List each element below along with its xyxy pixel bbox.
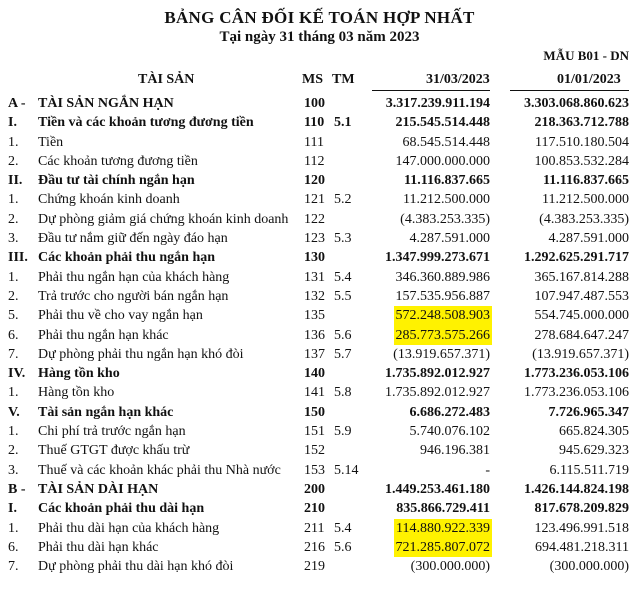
row-label: Tài sản ngắn hạn khác — [38, 404, 174, 420]
row-label: Đầu tư nắm giữ đến ngày đáo hạn — [38, 231, 228, 247]
row-value-current: - — [485, 462, 490, 478]
row-code: 141 — [304, 385, 325, 401]
row-value-previous: 6.115.511.719 — [549, 462, 629, 478]
row-code: 100 — [304, 96, 325, 111]
row-code: 153 — [304, 462, 325, 478]
row-code: 132 — [304, 288, 325, 304]
row-code: 135 — [304, 308, 325, 324]
row-number: 6. — [8, 327, 19, 343]
table-row — [0, 287, 639, 306]
row-value-previous: 1.773.236.053.106 — [524, 366, 629, 382]
row-code: 121 — [304, 192, 325, 208]
row-label: Dự phòng phải thu dài hạn khó đòi — [38, 559, 234, 575]
table-row — [0, 94, 639, 113]
row-value-previous: 4.287.591.000 — [548, 231, 629, 247]
report-date: Tại ngày 31 tháng 03 năm 2023 — [219, 29, 420, 45]
row-note: 5.4 — [334, 269, 352, 285]
row-label: Dự phòng phải thu ngắn hạn khó đòi — [38, 346, 244, 362]
row-value-previous: 945.629.323 — [559, 443, 629, 459]
row-number: 1. — [8, 269, 19, 285]
row-code: 122 — [304, 211, 325, 227]
table-row — [0, 403, 639, 422]
table-row — [0, 364, 639, 383]
row-value-current: 346.360.889.986 — [395, 269, 490, 285]
row-label: Hàng tồn kho — [38, 366, 120, 382]
table-row — [0, 248, 639, 267]
row-number: III. — [8, 250, 28, 266]
table-row — [0, 557, 639, 576]
row-number: 7. — [8, 559, 19, 575]
row-value-current: 946.196.381 — [420, 443, 490, 459]
row-label: Tiền — [38, 134, 64, 150]
row-code: 219 — [304, 559, 325, 575]
table-row — [0, 306, 639, 325]
row-number: 1. — [8, 134, 19, 150]
row-value-previous: 278.684.647.247 — [534, 327, 629, 343]
row-value-current: 835.866.729.411 — [396, 501, 490, 517]
row-value-current: 3.317.239.911.194 — [385, 96, 490, 111]
row-note: 5.9 — [334, 424, 352, 440]
row-code: 131 — [304, 269, 325, 285]
row-value-current: (300.000.000) — [410, 559, 490, 575]
row-value-previous: 694.481.218.311 — [535, 539, 629, 555]
header-underline-previous — [510, 90, 629, 91]
row-value-previous: 123.496.991.518 — [534, 520, 629, 536]
table-row — [0, 519, 639, 538]
row-note: 5.7 — [334, 346, 352, 362]
row-value-current: 147.000.000.000 — [395, 153, 490, 169]
row-number: II. — [8, 173, 23, 189]
row-value-previous: 7.726.965.347 — [548, 404, 629, 420]
row-code: 123 — [304, 231, 325, 247]
row-value-current: 5.740.076.102 — [409, 424, 490, 440]
row-number: 6. — [8, 539, 19, 555]
row-label: Các khoản tương đương tiền — [38, 153, 198, 169]
table-row — [0, 326, 639, 345]
row-label: Các khoản phải thu dài hạn — [38, 501, 205, 517]
row-label: Chứng khoán kinh doanh — [38, 192, 180, 208]
row-number: I. — [8, 501, 17, 517]
row-value-current: 4.287.591.000 — [409, 231, 490, 247]
table-row — [0, 152, 639, 171]
form-code: MẪU B01 - DN — [543, 48, 629, 63]
header-date-previous: 01/01/2023 — [557, 72, 621, 87]
row-number: V. — [8, 404, 20, 420]
row-number: I. — [8, 115, 17, 131]
row-value-current: 1.449.253.461.180 — [385, 481, 490, 497]
row-value-current: (4.383.253.335) — [400, 211, 490, 227]
row-code: 211 — [304, 520, 325, 536]
row-value-current: 572.248.508.903 — [394, 306, 493, 325]
table-row — [0, 113, 639, 132]
row-value-current: 1.735.892.012.927 — [385, 366, 490, 382]
row-code: 120 — [304, 173, 325, 189]
table-row — [0, 268, 639, 287]
row-label: TÀI SẢN NGẮN HẠN — [38, 96, 174, 111]
row-note: 5.1 — [334, 115, 352, 131]
row-value-previous: 100.853.532.284 — [534, 153, 629, 169]
row-code: 112 — [304, 153, 325, 169]
row-note: 5.4 — [334, 520, 352, 536]
row-note: 5.8 — [334, 385, 352, 401]
row-label: Hàng tồn kho — [38, 385, 115, 401]
row-note: 5.6 — [334, 539, 352, 555]
row-number: 7. — [8, 346, 19, 362]
table-row — [0, 190, 639, 209]
row-label: TÀI SẢN DÀI HẠN — [38, 481, 159, 497]
table-row — [0, 383, 639, 402]
row-number: 1. — [8, 520, 19, 536]
row-number: IV. — [8, 366, 26, 382]
row-value-previous: 3.303.068.860.623 — [524, 96, 629, 111]
row-label: Chi phí trả trước ngắn hạn — [38, 424, 186, 440]
row-number: 1. — [8, 385, 19, 401]
row-code: 111 — [304, 134, 324, 150]
row-value-current: 68.545.514.448 — [402, 134, 490, 150]
row-code: 136 — [304, 327, 325, 343]
row-value-current: 11.212.500.000 — [403, 192, 490, 208]
row-note: 5.6 — [334, 327, 352, 343]
row-label: Dự phòng giảm giá chứng khoán kinh doanh — [38, 211, 289, 227]
table-row — [0, 538, 639, 557]
row-number: 2. — [8, 443, 19, 459]
table-row — [0, 499, 639, 518]
table-row — [0, 133, 639, 152]
row-value-previous: 107.947.487.553 — [534, 288, 629, 304]
row-value-previous: 365.167.814.288 — [534, 269, 629, 285]
row-value-current: (13.919.657.371) — [393, 346, 490, 362]
row-code: 137 — [304, 346, 325, 362]
header-underline-current — [372, 90, 490, 91]
row-value-previous: (300.000.000) — [549, 559, 629, 575]
row-value-previous: 11.212.500.000 — [542, 192, 629, 208]
row-value-current: 6.686.272.483 — [409, 404, 490, 420]
row-label: Phải thu dài hạn khác — [38, 539, 159, 555]
row-value-current: 721.285.807.072 — [394, 538, 493, 557]
row-number: 1. — [8, 192, 19, 208]
row-note: 5.2 — [334, 192, 352, 208]
row-note: 5.5 — [334, 288, 352, 304]
row-code: 151 — [304, 424, 325, 440]
row-code: 200 — [304, 481, 325, 497]
row-value-current: 1.347.999.273.671 — [385, 250, 490, 266]
row-value-previous: 218.363.712.788 — [534, 115, 629, 131]
row-value-previous: 11.116.837.665 — [543, 173, 629, 189]
row-code: 210 — [304, 501, 325, 517]
row-value-previous: 817.678.209.829 — [534, 501, 629, 517]
table-row — [0, 171, 639, 190]
row-value-previous: 1.292.625.291.717 — [524, 250, 629, 266]
table-row — [0, 345, 639, 364]
row-value-current: 157.535.956.887 — [395, 288, 490, 304]
row-number: A - — [8, 96, 26, 111]
table-row — [0, 441, 639, 460]
row-number: 3. — [8, 231, 19, 247]
row-label: Tiền và các khoản tương đương tiền — [38, 115, 254, 131]
row-label: Thuế GTGT được khấu trừ — [38, 443, 190, 459]
row-value-current: 285.773.575.266 — [394, 326, 493, 345]
table-row — [0, 461, 639, 480]
row-value-previous: 554.745.000.000 — [534, 308, 629, 324]
row-label: Các khoản phải thu ngắn hạn — [38, 250, 216, 266]
header-date-current: 31/03/2023 — [426, 72, 490, 87]
row-number: 5. — [8, 308, 19, 324]
row-code: 216 — [304, 539, 325, 555]
row-value-previous: 1.773.236.053.106 — [524, 385, 629, 401]
table-row — [0, 229, 639, 248]
row-note: 5.14 — [334, 462, 359, 478]
row-value-previous: 1.426.144.824.198 — [524, 481, 629, 497]
row-value-previous: (4.383.253.335) — [539, 211, 629, 227]
report-title: BẢNG CÂN ĐỐI KẾ TOÁN HỢP NHẤT — [164, 8, 475, 27]
row-value-previous: 665.824.305 — [559, 424, 629, 440]
row-code: 150 — [304, 404, 325, 420]
table-row — [0, 480, 639, 499]
row-number: 2. — [8, 211, 19, 227]
row-value-current: 215.545.514.448 — [395, 115, 490, 131]
row-code: 130 — [304, 250, 325, 266]
row-label: Phải thu ngắn hạn của khách hàng — [38, 269, 230, 285]
row-code: 152 — [304, 443, 325, 459]
row-value-current: 1.735.892.012.927 — [385, 385, 490, 401]
header-tm: TM — [332, 72, 355, 87]
row-code: 140 — [304, 366, 325, 382]
row-number: 1. — [8, 424, 19, 440]
row-code: 110 — [304, 115, 325, 131]
row-number: 2. — [8, 153, 19, 169]
row-value-current: 11.116.837.665 — [404, 173, 490, 189]
header-ms: MS — [302, 72, 323, 87]
row-label: Trả trước cho người bán ngắn hạn — [38, 288, 229, 304]
row-value-previous: 117.510.180.504 — [535, 134, 629, 150]
row-label: Thuế và các khoản khác phải thu Nhà nước — [38, 462, 281, 478]
row-label: Phải thu về cho vay ngắn hạn — [38, 308, 203, 324]
row-label: Đầu tư tài chính ngắn hạn — [38, 173, 195, 189]
table-row — [0, 422, 639, 441]
row-label: Phải thu dài hạn của khách hàng — [38, 520, 220, 536]
row-value-current: 114.880.922.339 — [394, 519, 492, 538]
row-value-previous: (13.919.657.371) — [532, 346, 629, 362]
table-row — [0, 210, 639, 229]
row-label: Phải thu ngắn hạn khác — [38, 327, 169, 343]
balance-sheet-table — [0, 94, 639, 576]
row-note: 5.3 — [334, 231, 352, 247]
row-number: 3. — [8, 462, 19, 478]
row-number: 2. — [8, 288, 19, 304]
row-number: B - — [8, 481, 26, 497]
header-assets: TÀI SẢN — [138, 72, 195, 87]
